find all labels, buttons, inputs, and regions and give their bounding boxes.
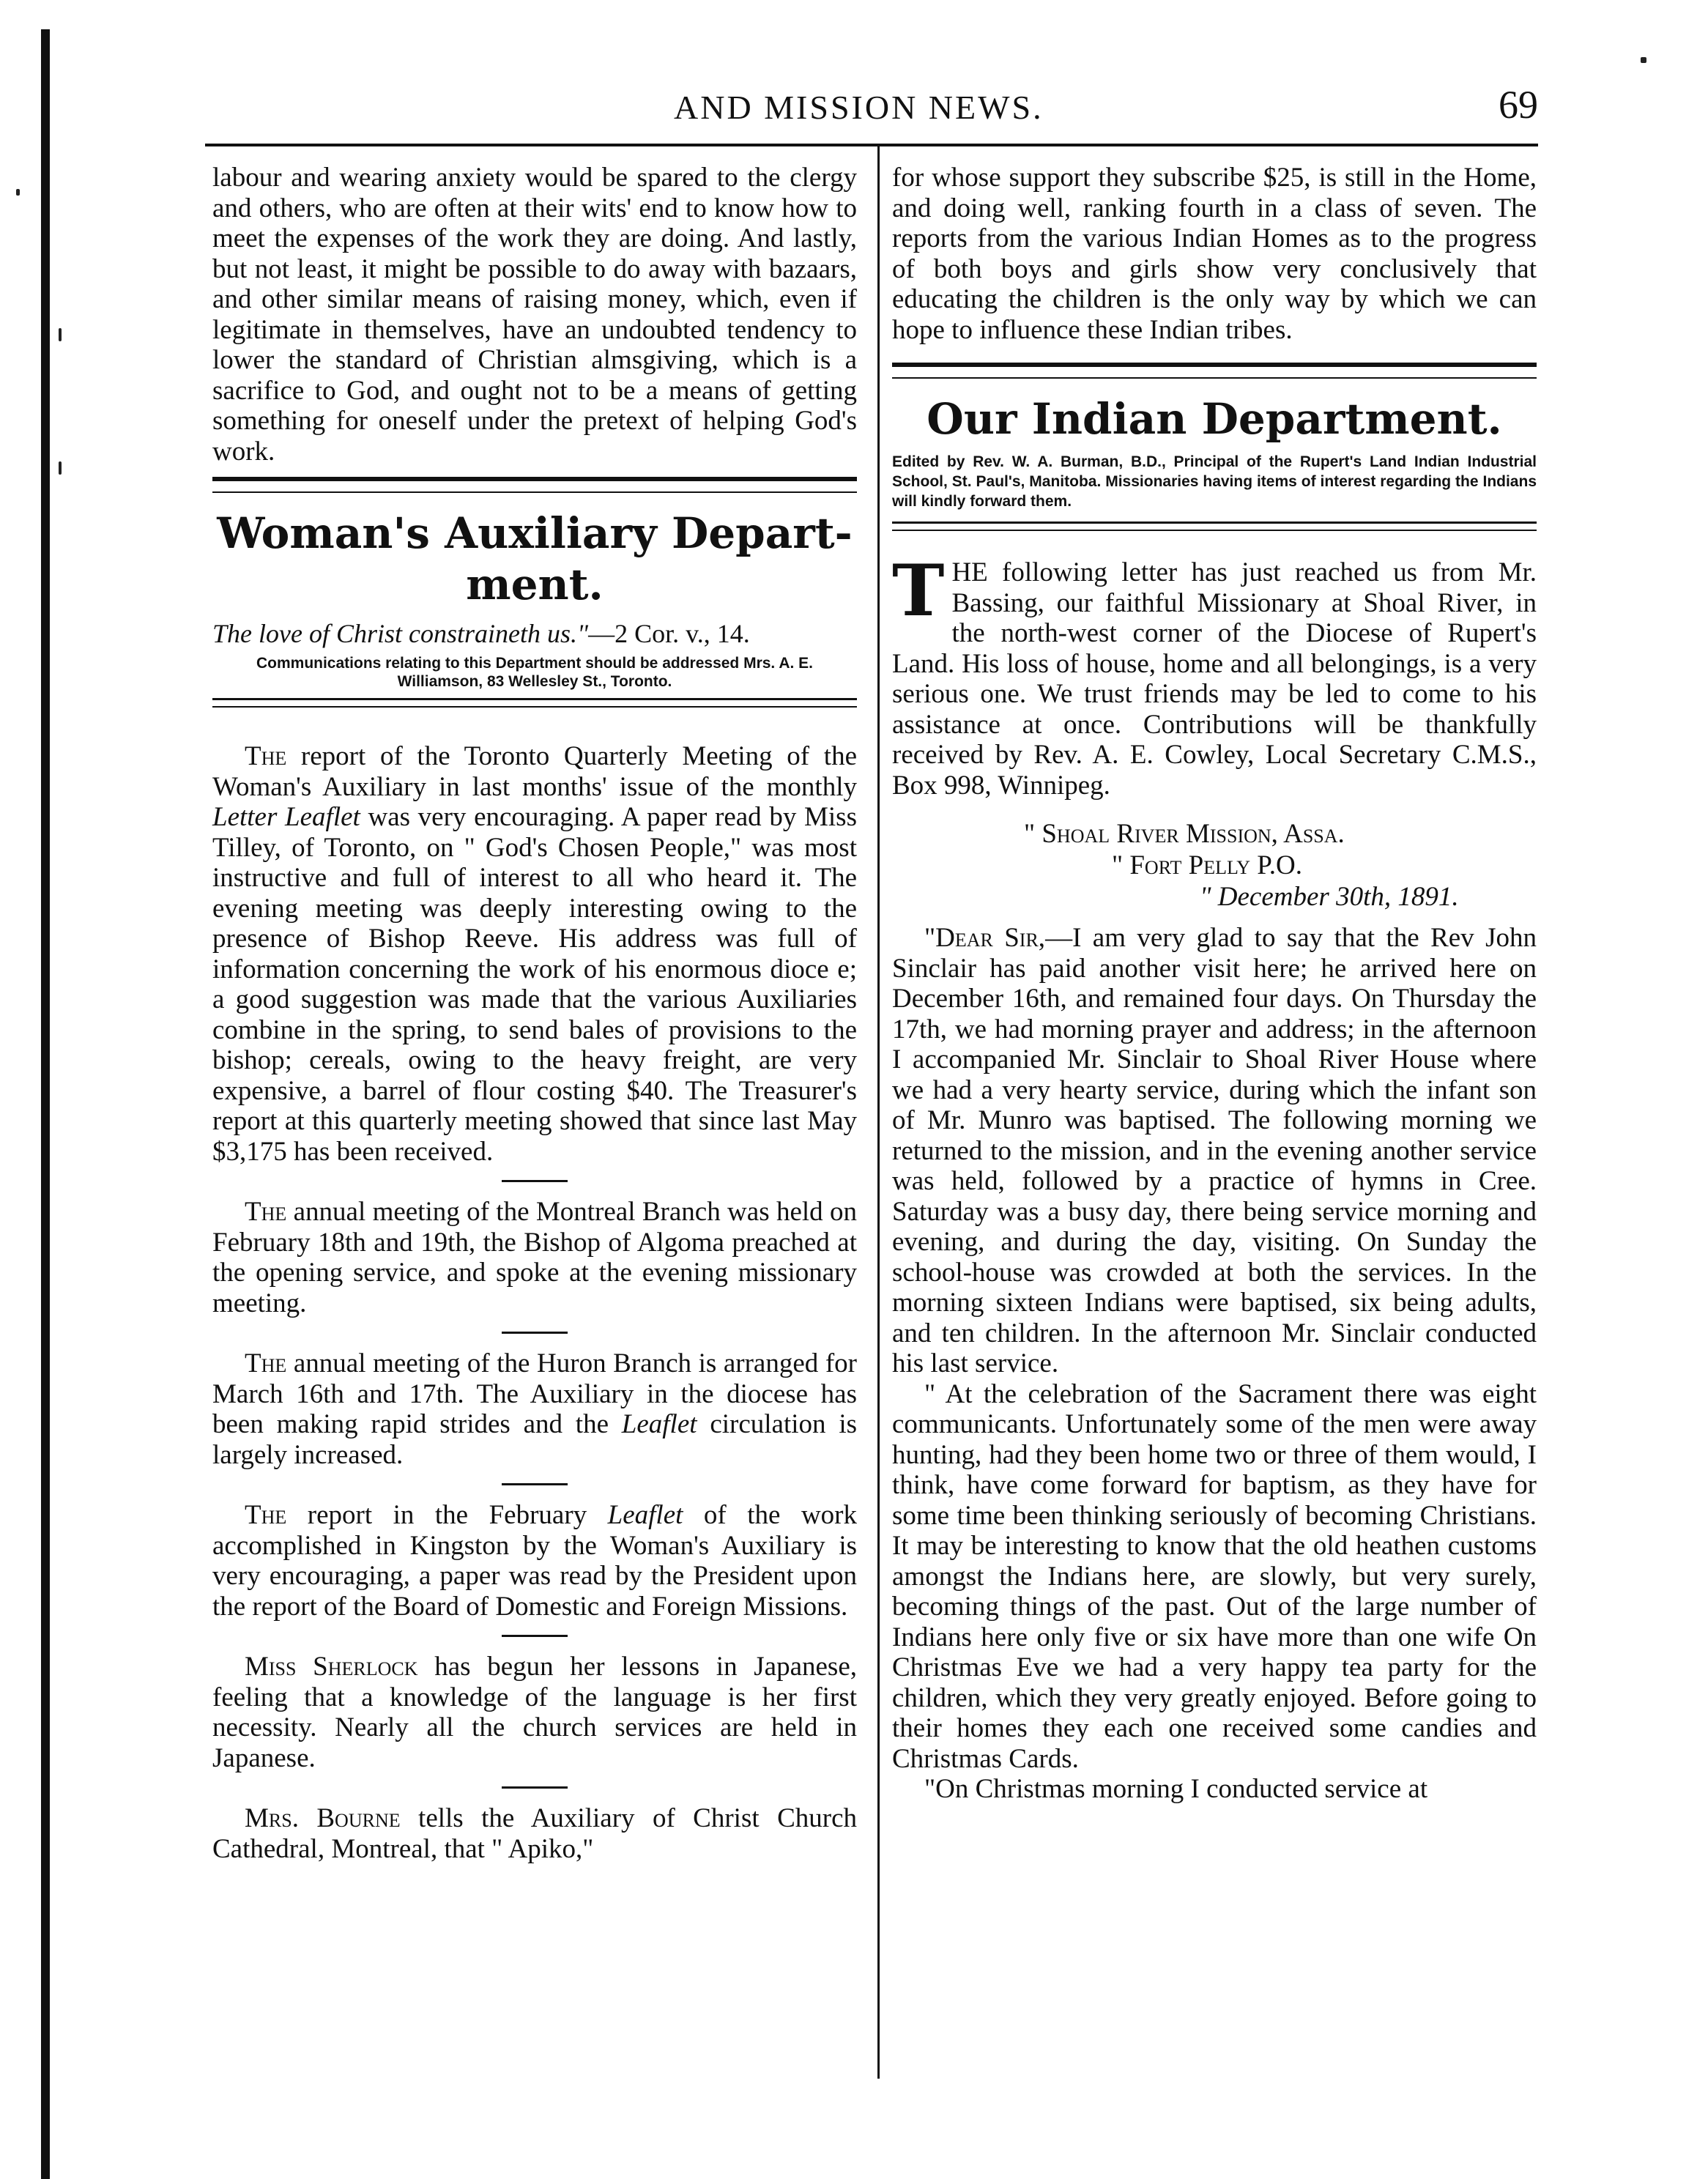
kingston-paragraph: The report in the February Leaflet of the work accomplished in Kingston by the Woman's Auxiliary is very encouraging, a paper was read by the President upon the report of the Board of Domestic and Foreign Missions.	[212, 1500, 857, 1622]
address-date: " December 30th, 1891.	[1200, 882, 1459, 912]
letter-paragraph: "On Christmas morning I conducted service at	[924, 1774, 1428, 1804]
right-continuation-paragraph: for whose support they subscribe $25, is still in the Home, and doing well, ranking fourth in a class of seven. The reports from the various Indian Homes as to the progress of both boys and girls show very conclusively that educating the children is the only way by which we can hope to influence these Indian tribes.	[892, 163, 1537, 345]
header-rule	[205, 144, 1538, 146]
right-column	[892, 163, 1537, 1805]
intro-paragraph: THE following letter has just reached us from Mr. Bassing, our faithful Missionary at Shoal River, in the north-west corner of the Diocese of Rupert's Land. His loss of house, home and all belongings, is a very serious one. We trust friends may be led to come to his assistance at once. Contributions will be thankfully received by Rev. A. E. Cowley, Local Secretary C.M.S., Box 998, Winnipeg.	[892, 549, 1537, 801]
paragraph-separator	[502, 1786, 568, 1789]
womans-auxiliary-heading	[212, 508, 857, 610]
running-title: AND MISSION NEWS.	[674, 89, 1044, 126]
paragraph-lead: Mrs. Bourne	[245, 1803, 401, 1833]
montreal-branch-paragraph: The annual meeting of the Montreal Branch was held on February 18th and 19th, the Bishop of Algoma preached at the opening service, and spoke at the evening missionary meeting.	[212, 1197, 857, 1318]
running-head	[212, 82, 1538, 141]
left-column	[212, 163, 857, 1864]
toronto-meeting-paragraph: The report of the Toronto Quarterly Meeting of the Woman's Auxiliary in last months' issue of the monthly Letter Leaflet was very encouraging. A paper read by Miss Tilley, of Toronto, on " God's Chosen People," was most instructive and full of interest to all who heard it. The evening meeting was deeply interesting owing to the presence of Bishop Reeve. His address was full of information concerning the work of his enormous dioce e; a good suggestion was made that the various Auxiliaries combine in the spring, to send bales of provisions to the bishop; cereals, owing to the heavy freight, are very expensive, a barrel of flour costing $40. The Treasurer's report at this quarterly meeting showed that since last May $3,175 has been received.	[212, 741, 857, 1167]
section-rule	[212, 698, 857, 708]
letter-paragraph: " At the celebration of the Sacrament there was eight communicants. Unfortunately some of the men were away hunting, had they been home two or three of them would, I think, have come forward for baptism, as they have for some time been thinking seriously of becoming Christians. It may be interesting to know that the old heathen customs amongst the Indians here, are slowly, but very surely, becoming things of the past. Out of the large number of Indians here only five or six have more than one wife On Christmas Eve we had a very happy tea party for the children, which they very greatly enjoyed. Before going to their homes they each one received some candies and Christmas Cards.	[892, 1378, 1537, 1774]
paragraph-lead: The	[245, 1197, 287, 1227]
section-rule	[892, 363, 1537, 379]
address-line: " Fort Pelly P.O.	[1112, 850, 1302, 880]
paragraph-separator	[502, 1635, 568, 1637]
page-binding-edge	[41, 29, 50, 2179]
page-number: 69	[1499, 83, 1538, 127]
letter-address	[892, 818, 1537, 913]
scan-speck	[59, 328, 62, 341]
huron-branch-paragraph: The annual meeting of the Huron Branch is arranged for March 16th and 17th. The Auxiliary in the diocese has been making rapid strides and the Leaflet circulation is largely increased.	[212, 1348, 857, 1470]
paragraph-lead: Miss Sherlock	[245, 1652, 418, 1682]
paragraph-separator	[502, 1483, 568, 1485]
section-rule	[212, 477, 857, 493]
paragraph-lead: The	[245, 1500, 287, 1530]
paragraph-lead: The	[245, 1348, 287, 1378]
scan-speck	[16, 189, 20, 196]
section-motto	[212, 617, 857, 650]
indian-department-heading: Our Indian Department.	[927, 394, 1502, 444]
left-continuation-paragraph: labour and wearing anxiety would be spared to the clergy and others, who are often at their wits' end to know how to meet the expenses of the work they are doing. And lastly, but not least, it might be possible to do away with bazaars, and other similar means of raising money, which, even if legitimate in themselves, have an undoubted tendency to lower the standard of Christian almsgiving, which is a sacrifice to God, and ought not to be a means of getting something for oneself under the pretext of helping God's work.	[212, 163, 857, 467]
column-divider	[877, 145, 880, 2079]
section-note: Edited by Rev. W. A. Burman, B.D., Principal of the Rupert's Land Indian Industrial School, St. Paul's, Manitoba. Missionaries having items of interest regarding the Indians will kindly forward them.	[892, 453, 1537, 510]
scan-speck	[59, 461, 62, 475]
motto-quote: The love of Christ constraineth us."	[212, 619, 589, 648]
letter-salutation: "Dear Sir,	[924, 923, 1046, 953]
paragraph-separator	[502, 1332, 568, 1334]
japanese-lessons-paragraph: Miss Sherlock has begun her lessons in Japanese, feeling that a knowledge of the language is her first necessity. Nearly all the church services are held in Japanese.	[212, 1652, 857, 1773]
letter-paragraph: "Dear Sir,—I am very glad to say that the Rev John Sinclair has paid another visit here; he arrived here on December 16th, and remained four days. On Thursday the 17th, we had morning prayer and address; in the afternoon I accompanied Mr. Sinclair to Shoal River House where we had a very hearty service, during which the infant son of Mr. Munro was baptised. The following morning we returned to the mission, and in the evening another service was held, followed by a practice of hymns in Cree. Saturday was a busy day, there being service morning and evening, and during the day, visiting. On Sunday the school-house was crowded at both the services. In the morning sixteen Indians were baptised, six being adults, and ten children. In the afternoon Mr. Sinclair conducted his last service.	[892, 923, 1537, 1378]
section-note: Communications relating to this Department should be addressed Mrs. A. E. Williamson, 83 Wellesley St., Toronto.	[256, 655, 813, 690]
christ-church-paragraph: Mrs. Bourne tells the Auxiliary of Christ Church Cathedral, Montreal, that " Apiko,"	[212, 1803, 857, 1864]
scan-speck	[1641, 57, 1646, 63]
paragraph-separator	[502, 1180, 568, 1182]
motto-reference: —2 Cor. v., 14.	[588, 619, 750, 648]
heading-line-1: Woman's Auxiliary Depart-	[217, 508, 853, 558]
heading-line-2: ment.	[466, 560, 604, 609]
section-rule	[892, 521, 1537, 531]
paragraph-lead: The	[245, 741, 287, 771]
drop-cap: T	[892, 549, 945, 632]
address-line: " Shoal River Mission, Assa.	[1024, 819, 1345, 849]
